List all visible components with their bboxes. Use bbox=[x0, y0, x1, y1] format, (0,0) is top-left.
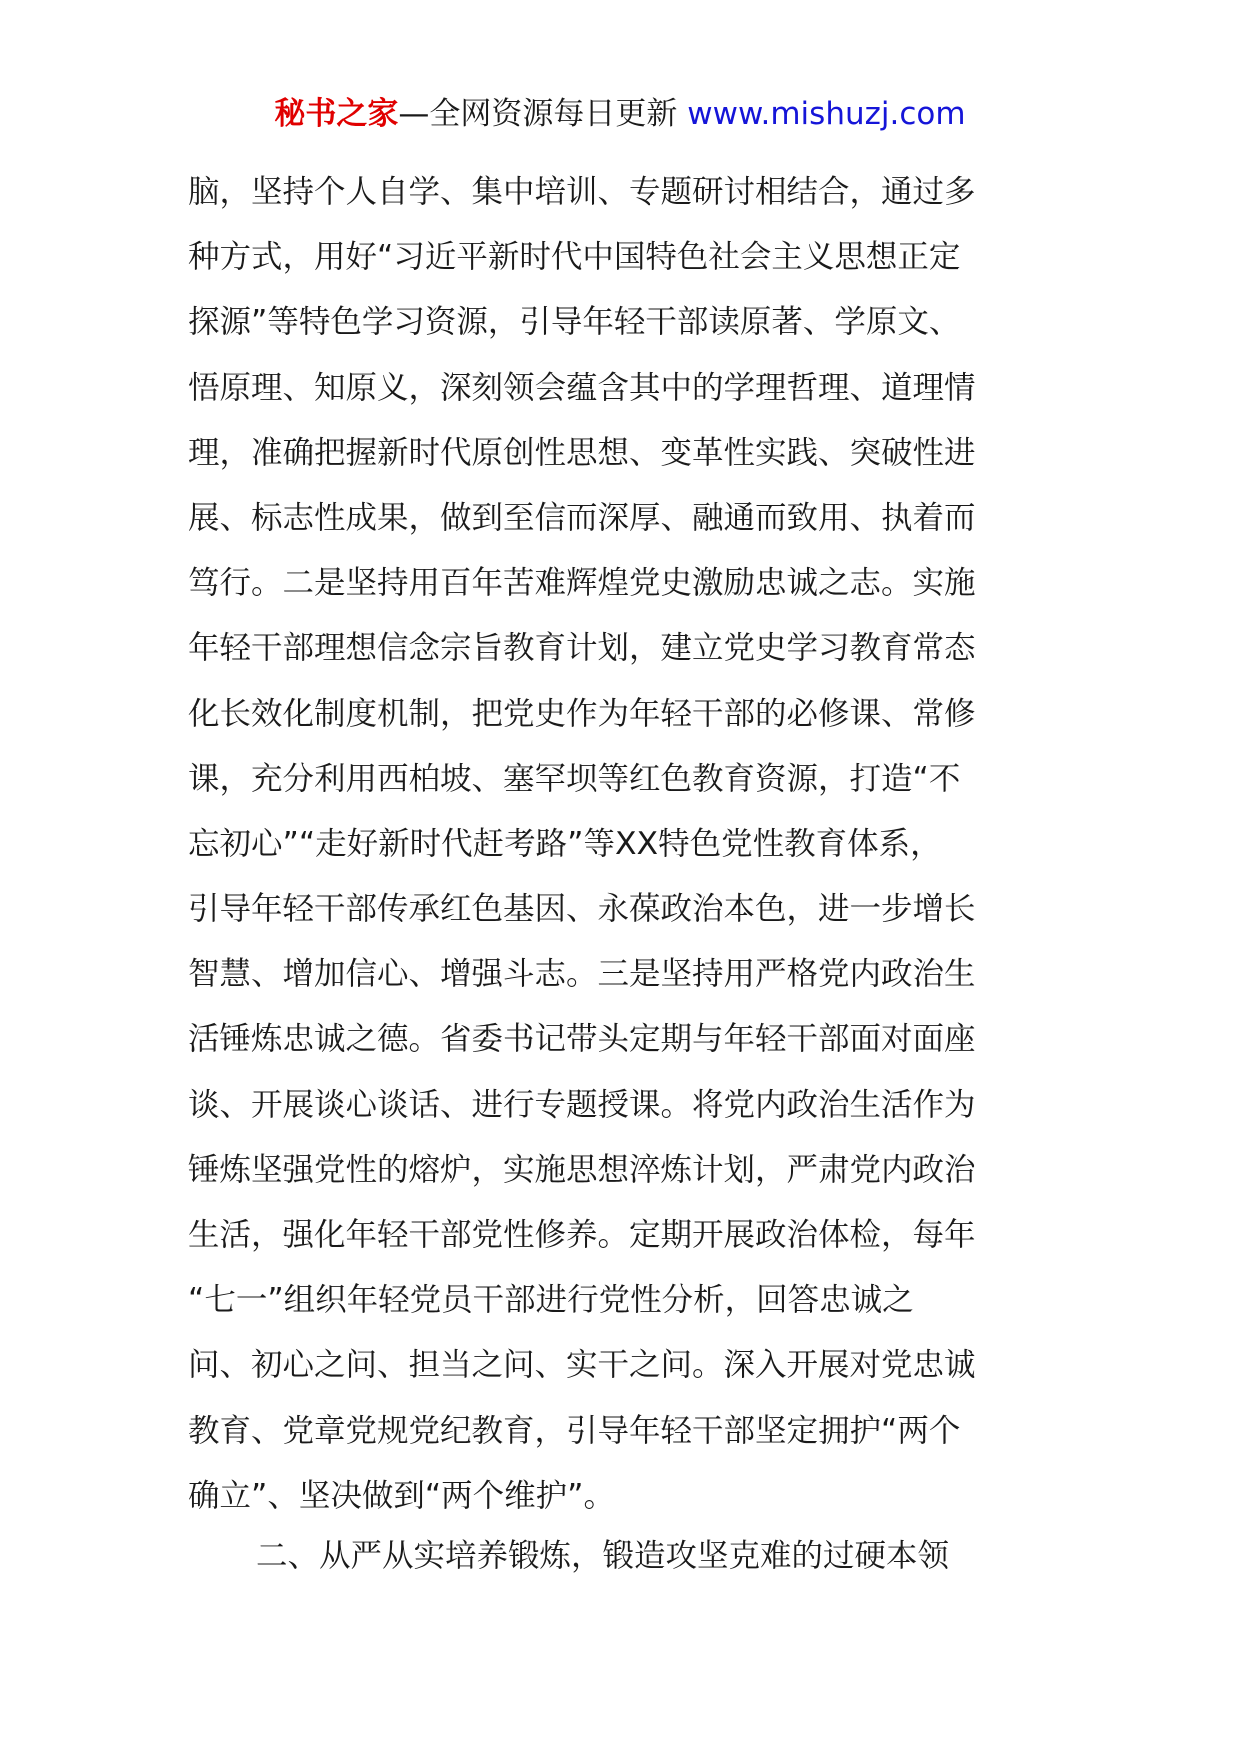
body-line: 生活，强化年轻干部党性修养。定期开展政治体检，每年 bbox=[188, 1217, 976, 1253]
body-line: 年轻干部理想信念宗旨教育计划，建立党史学习教育常态 bbox=[188, 630, 976, 667]
body-line: 悟原理、知原义，深刻领会蕴含其中的学理哲理、道理情 bbox=[188, 369, 976, 406]
body-line: 脑，坚持个人自学、集中培训、专题研讨相结合，通过多 bbox=[188, 174, 976, 210]
body-line: 理，准确把握新时代原创性思想、变革性实践、突破性进 bbox=[188, 434, 976, 471]
body-line: 探源”等特色学习资源，引导年轻干部读原著、学原文、 bbox=[188, 304, 961, 341]
body-line: 谈、开展谈心谈话、进行专题授课。将党内政治生活作为 bbox=[188, 1086, 976, 1123]
body-line: 忘初心”“走好新时代赶考路”等XX特色党性教育体系， bbox=[188, 825, 942, 862]
body-line: 课，充分利用西柏坡、塞罕坝等红色教育资源，打造“不 bbox=[188, 760, 961, 797]
body-line: 智慧、增加信心、增强斗志。三是坚持用严格党内政治生 bbox=[188, 956, 976, 993]
body-line: 笃行。二是坚持用百年苦难辉煌党史激励忠诚之志。实施 bbox=[188, 565, 976, 602]
body-line: 教育、党章党规党纪教育，引导年轻干部坚定拥护“两个 bbox=[188, 1412, 961, 1449]
document-body bbox=[188, 160, 1068, 1529]
body-line: 问、初心之问、担当之问、实干之问。深入开展对党忠诚 bbox=[188, 1347, 976, 1384]
body-line: 引导年轻干部传承红色基因、永葆政治本色，进一步增长 bbox=[188, 891, 976, 928]
body-line: 化长效化制度机制，把党史作为年轻干部的必修课、常修 bbox=[188, 695, 976, 732]
body-line: 活锤炼忠诚之德。省委书记带头定期与年轻干部面对面座 bbox=[188, 1021, 976, 1058]
body-line: 种方式，用好“习近平新时代中国特色社会主义思想正定 bbox=[188, 239, 961, 276]
body-line: “七一”组织年轻党员干部进行党性分析，回答忠诚之 bbox=[188, 1282, 914, 1319]
body-line: 展、标志性成果，做到至信而深厚、融通而致用、执着而 bbox=[188, 499, 976, 536]
site-tagline: —全网资源每日更新 bbox=[398, 96, 678, 132]
section-heading: 二、从严从实培养锻炼，锻造攻坚克难的过硬本领 bbox=[256, 1538, 950, 1574]
site-url-link[interactable]: www.mishuzj.com bbox=[687, 96, 966, 132]
site-header bbox=[0, 92, 1240, 136]
body-line: 确立”、坚决做到“两个维护”。 bbox=[188, 1477, 615, 1514]
body-line: 锤炼坚强党性的熔炉，实施思想淬炼计划，严肃党内政治 bbox=[188, 1151, 976, 1188]
site-brand: 秘书之家 bbox=[274, 96, 399, 132]
